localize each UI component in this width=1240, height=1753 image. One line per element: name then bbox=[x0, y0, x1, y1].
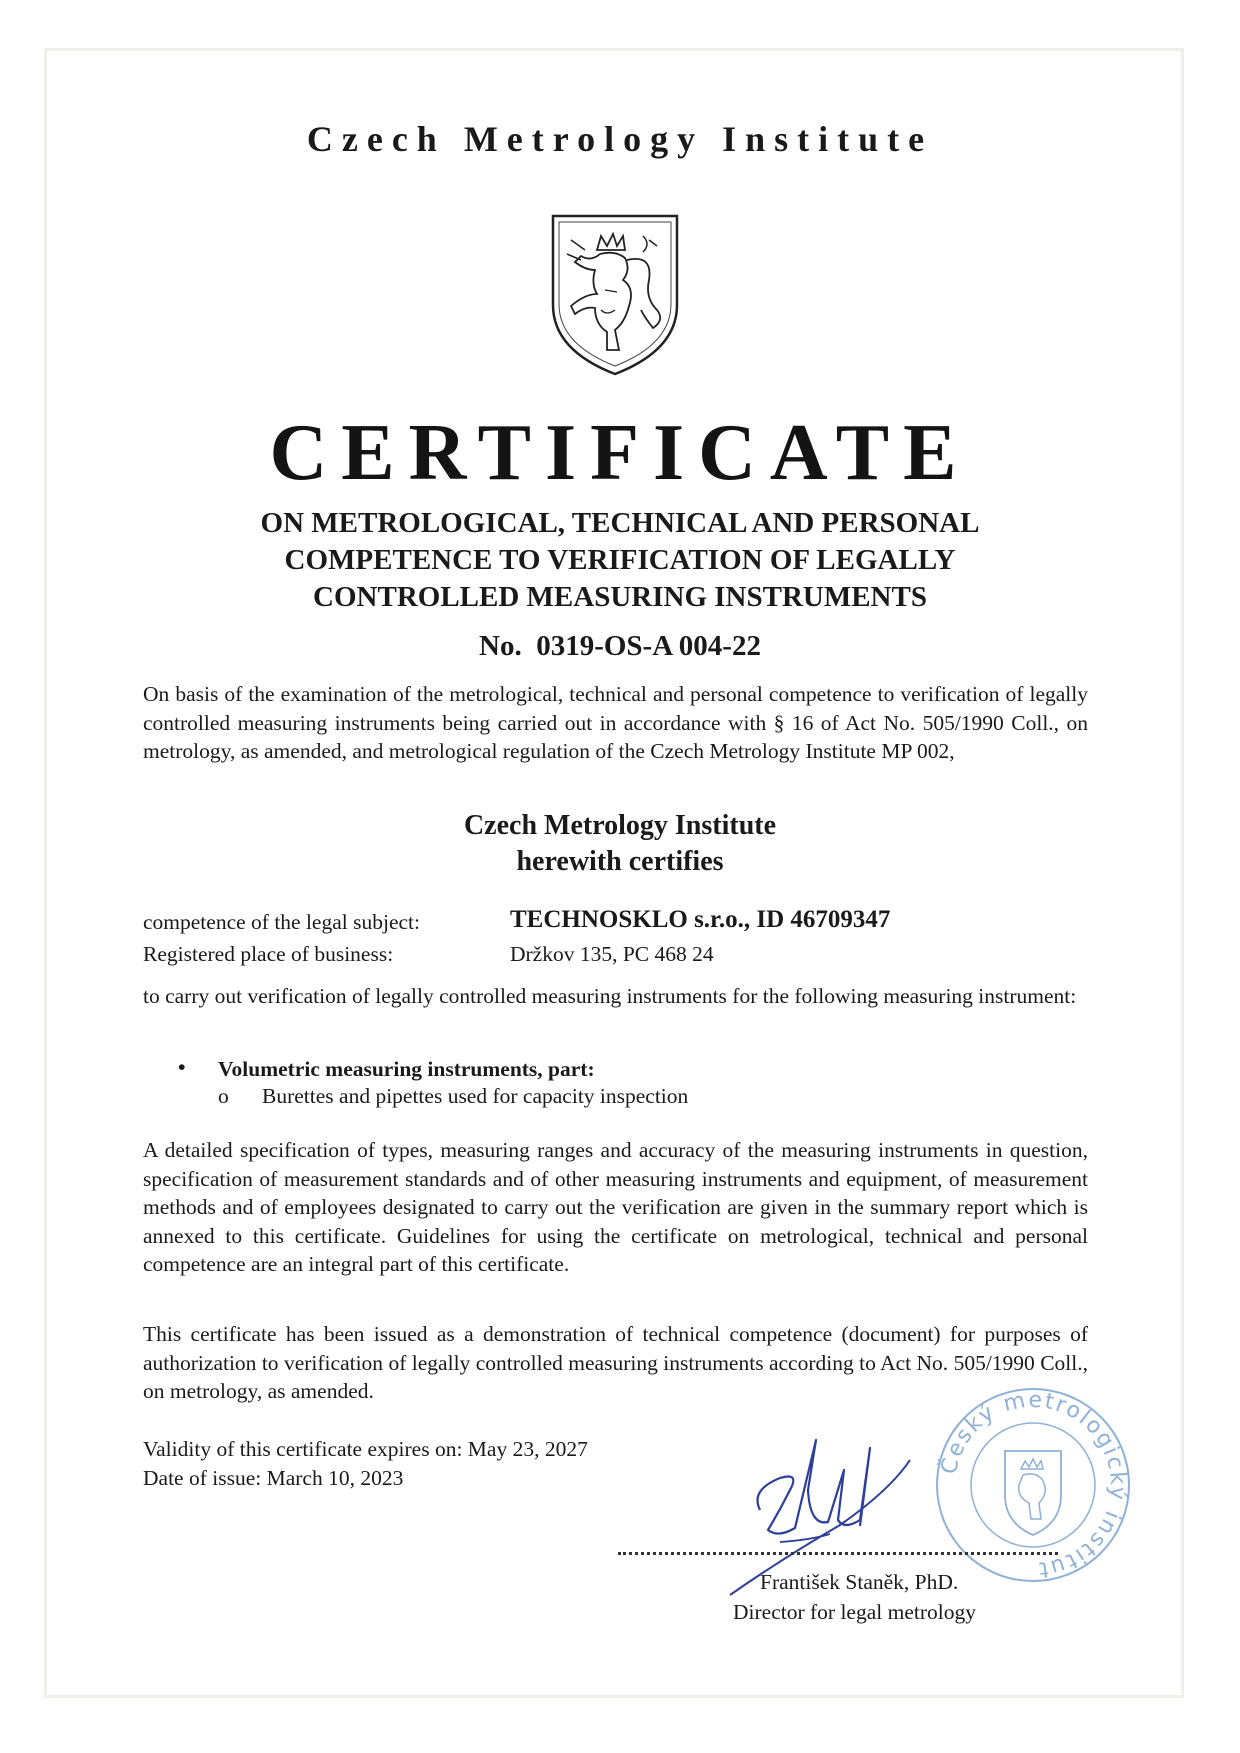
stamp-text: Český metrologický institut bbox=[936, 1387, 1131, 1582]
business-place-value: Držkov 135, PC 468 24 bbox=[510, 942, 714, 966]
certificate-number: No. 0319-OS-A 004-22 bbox=[479, 630, 761, 662]
certifier-name: Czech Metrology Institute bbox=[463, 810, 777, 841]
legal-subject-label: competence of the legal subject: bbox=[143, 910, 420, 934]
certifier-action: herewith certifies bbox=[516, 846, 724, 877]
certifier-block bbox=[0, 808, 1240, 880]
signatory-role: Director for legal metrology bbox=[733, 1600, 976, 1624]
business-place-row bbox=[143, 942, 1103, 972]
signatory-name: František Staněk, PhD. bbox=[760, 1570, 959, 1594]
institute-header: Czech Metrology Institute bbox=[306, 119, 934, 159]
legal-subject-value: TECHNOSKLO s.r.o., ID 46709347 bbox=[510, 906, 891, 933]
issue-date: Date of issue: March 10, 2023 bbox=[143, 1466, 404, 1490]
legal-subject-row bbox=[143, 906, 1103, 940]
bullet-icon: • bbox=[178, 1055, 186, 1079]
instrument-main-label: Volumetric measuring instruments, part: bbox=[218, 1057, 595, 1081]
business-place-label: Registered place of business: bbox=[143, 942, 394, 966]
czech-lion-coat-of-arms-icon bbox=[545, 210, 685, 380]
validity-block bbox=[143, 1435, 588, 1493]
instrument-sub-label: Burettes and pipettes used for capacity inspection bbox=[262, 1084, 689, 1108]
certificate-subtitle bbox=[150, 505, 1090, 616]
hollow-bullet-icon: o bbox=[218, 1084, 229, 1108]
subtitle-line: CONTROLLED MEASURING INSTRUMENTS bbox=[313, 581, 927, 613]
signature-line bbox=[618, 1552, 1058, 1557]
specification-paragraph: A detailed specification of types, measuring ranges and accuracy of the measuring instruments in question, specification of measurement standards and of other measuring instruments and equipment, of measurement methods and of employees designated to carry out the verification are given in the summary report which is annexed to this certificate. Guidelines for using the certificate on metrological, technical and personal competence are an integral part of this certificate. bbox=[143, 1138, 1088, 1276]
validity-expiry: Validity of this certificate expires on: May 23, 2027 bbox=[143, 1437, 588, 1461]
intro-paragraph: On basis of the examination of the metrological, technical and personal competence to verification of legally controlled measuring instruments being carried out in accordance with § 16 of Act No. 505/1990 Coll., on metrology, as amended, and metrological regulation of the Czech Metrology Institute MP 002, bbox=[143, 682, 1088, 763]
issuance-paragraph: This certificate has been issued as a demonstration of technical competence (document) for purposes of authorization to verification of legally controlled measuring instruments according to Act No. 505/1990 Coll., on metrology, as amended. bbox=[143, 1322, 1088, 1403]
certificate-title: CERTIFICATE bbox=[269, 409, 971, 497]
scope-paragraph: to carry out verification of legally controlled measuring instruments for the following measuring instrument: bbox=[143, 984, 1077, 1008]
subtitle-line: COMPETENCE TO VERIFICATION OF LEGALLY bbox=[284, 544, 956, 576]
subtitle-line: ON METROLOGICAL, TECHNICAL AND PERSONAL bbox=[260, 507, 980, 539]
